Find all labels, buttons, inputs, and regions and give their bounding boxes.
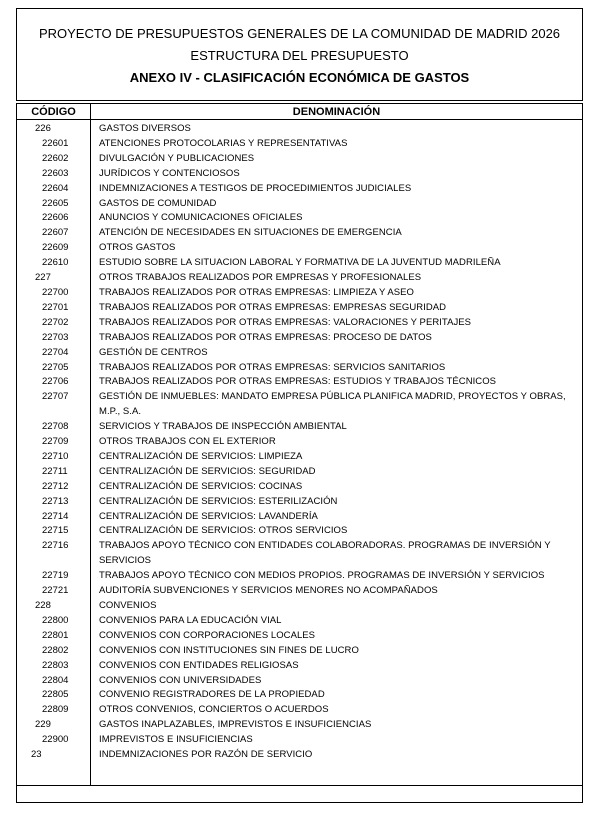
- row-name: CONVENIO REGISTRADORES DE LA PROPIEDAD: [99, 689, 325, 701]
- table-row: [17, 226, 582, 241]
- table-row: [17, 316, 582, 331]
- row-code: 22603: [42, 167, 69, 179]
- row-code: 22801: [42, 629, 69, 641]
- table-row: [17, 748, 582, 763]
- row-name: TRABAJOS REALIZADOS POR OTRAS EMPRESAS: LIMPIEZA Y ASEO: [99, 286, 414, 298]
- table-row: [17, 301, 582, 316]
- row-name: GESTIÓN DE CENTROS: [99, 346, 208, 358]
- row-code: 22700: [42, 286, 69, 298]
- header-annex-title: ANEXO IV - CLASIFICACIÓN ECONÓMICA DE GASTOS: [129, 70, 470, 85]
- row-name: TRABAJOS APOYO TÉCNICO CON ENTIDADES COLABORADORAS. PROGRAMAS DE INVERSIÓN Y SERVICIOS: [99, 540, 551, 567]
- table-row: [17, 524, 582, 539]
- table-body: [17, 122, 582, 763]
- row-name: TRABAJOS REALIZADOS POR OTRAS EMPRESAS: EMPRESAS SEGURIDAD: [99, 301, 447, 313]
- row-name: CENTRALIZACIÓN DE SERVICIOS: COCINAS: [99, 480, 303, 492]
- row-code: 22711: [42, 465, 68, 477]
- table-row: [17, 629, 582, 644]
- table-row: [17, 733, 582, 748]
- row-name: TRABAJOS REALIZADOS POR OTRAS EMPRESAS: VALORACIONES Y PERITAJES: [99, 316, 472, 328]
- row-code: 22805: [42, 689, 69, 701]
- table-row: [17, 182, 582, 197]
- column-header-code: CÓDIGO: [31, 106, 76, 118]
- row-code: 22900: [42, 734, 69, 746]
- row-code: 22708: [42, 421, 69, 433]
- row-code: 22602: [42, 152, 69, 164]
- row-name: GASTOS INAPLAZABLES, IMPREVISTOS E INSUFICIENCIAS: [99, 719, 372, 731]
- table-row: [17, 256, 582, 271]
- row-code: 22804: [42, 674, 69, 686]
- row-name: CENTRALIZACIÓN DE SERVICIOS: SEGURIDAD: [99, 465, 316, 477]
- table-row: [17, 674, 582, 689]
- row-name: CONVENIOS CON CORPORACIONES LOCALES: [99, 629, 316, 641]
- row-code: 22701: [42, 301, 69, 313]
- row-code: 22601: [42, 137, 69, 149]
- table-row: [17, 718, 582, 733]
- table-row: [17, 361, 582, 376]
- table-row: [17, 211, 582, 226]
- row-name: CENTRALIZACIÓN DE SERVICIOS: LAVANDERÍA: [99, 510, 318, 522]
- row-name: GASTOS DIVERSOS: [99, 123, 191, 134]
- row-code: 22706: [42, 376, 69, 388]
- row-code: 22712: [42, 480, 69, 492]
- table-row: [17, 152, 582, 167]
- table-row: [17, 465, 582, 480]
- row-code: 22605: [42, 197, 69, 209]
- table-row: [17, 420, 582, 435]
- row-name: SERVICIOS Y TRABAJOS DE INSPECCIÓN AMBIENTAL: [99, 421, 347, 433]
- row-name: IMPREVISTOS E INSUFICIENCIAS: [99, 734, 253, 746]
- row-code: 22716: [42, 540, 69, 552]
- table-row: [17, 331, 582, 346]
- table-row: [17, 644, 582, 659]
- row-name: ESTUDIO SOBRE LA SITUACION LABORAL Y FORMATIVA DE LA JUVENTUD MADRILEÑA: [99, 257, 501, 269]
- table-row: [17, 584, 582, 599]
- table-row: [17, 480, 582, 495]
- table-row: [17, 495, 582, 510]
- table-header: [17, 104, 582, 120]
- row-code: 22702: [42, 316, 69, 328]
- row-code: 228: [35, 600, 51, 611]
- header-title: PROYECTO DE PRESUPUESTOS GENERALES DE LA COMUNIDAD DE MADRID 2026: [38, 26, 561, 41]
- row-code: 22609: [42, 242, 69, 254]
- row-code: 22802: [42, 644, 69, 656]
- table-row: [17, 122, 582, 137]
- row-name: CENTRALIZACIÓN DE SERVICIOS: LIMPIEZA: [99, 450, 303, 462]
- table-row: [17, 167, 582, 182]
- row-name: TRABAJOS REALIZADOS POR OTRAS EMPRESAS: PROCESO DE DATOS: [99, 331, 432, 343]
- row-code: 22607: [42, 227, 69, 239]
- row-name: CONVENIOS CON ENTIDADES RELIGIOSAS: [99, 659, 299, 671]
- table-row: [17, 435, 582, 450]
- row-code: 22606: [42, 212, 69, 224]
- row-name: INDEMNIZACIONES POR RAZÓN DE SERVICIO: [99, 749, 313, 761]
- row-code: 22707: [42, 391, 69, 403]
- row-name: CONVENIOS: [99, 600, 157, 611]
- row-name: AUDITORÍA SUBVENCIONES Y SERVICIOS MENORES NO ACOMPAÑADOS: [99, 585, 438, 597]
- row-name: INDEMNIZACIONES A TESTIGOS DE PROCEDIMIENTOS JUDICIALES: [99, 182, 412, 194]
- table-row: [17, 286, 582, 301]
- row-code: 22703: [42, 331, 69, 343]
- table-row: [17, 450, 582, 465]
- table-row: [17, 599, 582, 614]
- table-row: [17, 241, 582, 256]
- document-header: [16, 8, 583, 101]
- row-code: 22709: [42, 436, 69, 448]
- row-name: OTROS GASTOS: [99, 242, 176, 254]
- table-row: [17, 346, 582, 361]
- row-name: CONVENIOS CON INSTITUCIONES SIN FINES DE LUCRO: [99, 644, 359, 656]
- row-code: 22704: [42, 346, 69, 358]
- table-bottom-rule: [17, 785, 582, 786]
- row-name: OTROS TRABAJOS REALIZADOS POR EMPRESAS Y PROFESIONALES: [99, 272, 422, 284]
- row-name: JURÍDICOS Y CONTENCIOSOS: [99, 167, 240, 179]
- row-code: 22800: [42, 614, 69, 626]
- table-row: [17, 659, 582, 674]
- row-code: 227: [35, 272, 51, 284]
- table-row: [17, 539, 582, 569]
- row-code: 226: [35, 123, 51, 134]
- row-code: 22710: [42, 450, 69, 462]
- row-name: TRABAJOS REALIZADOS POR OTRAS EMPRESAS: ESTUDIOS Y TRABAJOS TÉCNICOS: [99, 376, 497, 388]
- row-code: 22715: [42, 525, 69, 537]
- row-name: ANUNCIOS Y COMUNICACIONES OFICIALES: [99, 212, 303, 224]
- row-code: 22705: [42, 361, 69, 373]
- table-row: [17, 375, 582, 390]
- row-code: 22809: [42, 704, 69, 716]
- row-name: GESTIÓN DE INMUEBLES: MANDATO EMPRESA PÚBLICA PLANIFICA MADRID, PROYECTOS Y OBRAS, M.P., S.A.: [99, 391, 566, 418]
- header-subtitle: ESTRUCTURA DEL PRESUPUESTO: [190, 48, 409, 63]
- row-name: TRABAJOS REALIZADOS POR OTRAS EMPRESAS: SERVICIOS SANITARIOS: [99, 361, 446, 373]
- row-code: 22610: [42, 257, 69, 269]
- table-row: [17, 614, 582, 629]
- table-row: [17, 197, 582, 212]
- row-name: CENTRALIZACIÓN DE SERVICIOS: ESTERILIZACIÓN: [99, 495, 338, 507]
- row-name: TRABAJOS APOYO TÉCNICO CON MEDIOS PROPIOS. PROGRAMAS DE INVERSIÓN Y SERVICIOS: [99, 570, 545, 582]
- row-name: CONVENIOS CON UNIVERSIDADES: [99, 674, 262, 686]
- row-code: 22713: [42, 495, 69, 507]
- classification-table: [16, 103, 583, 803]
- row-name: GASTOS DE COMUNIDAD: [99, 197, 217, 209]
- table-row: [17, 569, 582, 584]
- row-name: DIVULGACIÓN Y PUBLICACIONES: [99, 152, 255, 164]
- row-name: CONVENIOS PARA LA EDUCACIÓN VIAL: [99, 614, 282, 626]
- row-code: 23: [31, 749, 42, 761]
- row-code: 22604: [42, 182, 69, 194]
- row-name: CENTRALIZACIÓN DE SERVICIOS: OTROS SERVICIOS: [99, 525, 348, 537]
- row-name: ATENCIÓN DE NECESIDADES EN SITUACIONES DE EMERGENCIA: [99, 227, 402, 239]
- table-row: [17, 271, 582, 286]
- row-code: 22721: [42, 585, 69, 597]
- table-row: [17, 390, 582, 420]
- row-name: OTROS TRABAJOS CON EL EXTERIOR: [99, 436, 276, 448]
- row-code: 22803: [42, 659, 69, 671]
- row-code: 229: [35, 719, 51, 731]
- column-header-name: DENOMINACIÓN: [292, 106, 381, 118]
- row-code: 22719: [42, 570, 69, 582]
- row-name: OTROS CONVENIOS, CONCIERTOS O ACUERDOS: [99, 704, 329, 716]
- row-name: ATENCIONES PROTOCOLARIAS Y REPRESENTATIVAS: [99, 137, 348, 149]
- table-row: [17, 137, 582, 152]
- table-row: [17, 510, 582, 525]
- row-code: 22714: [42, 510, 69, 522]
- table-row: [17, 688, 582, 703]
- table-row: [17, 703, 582, 718]
